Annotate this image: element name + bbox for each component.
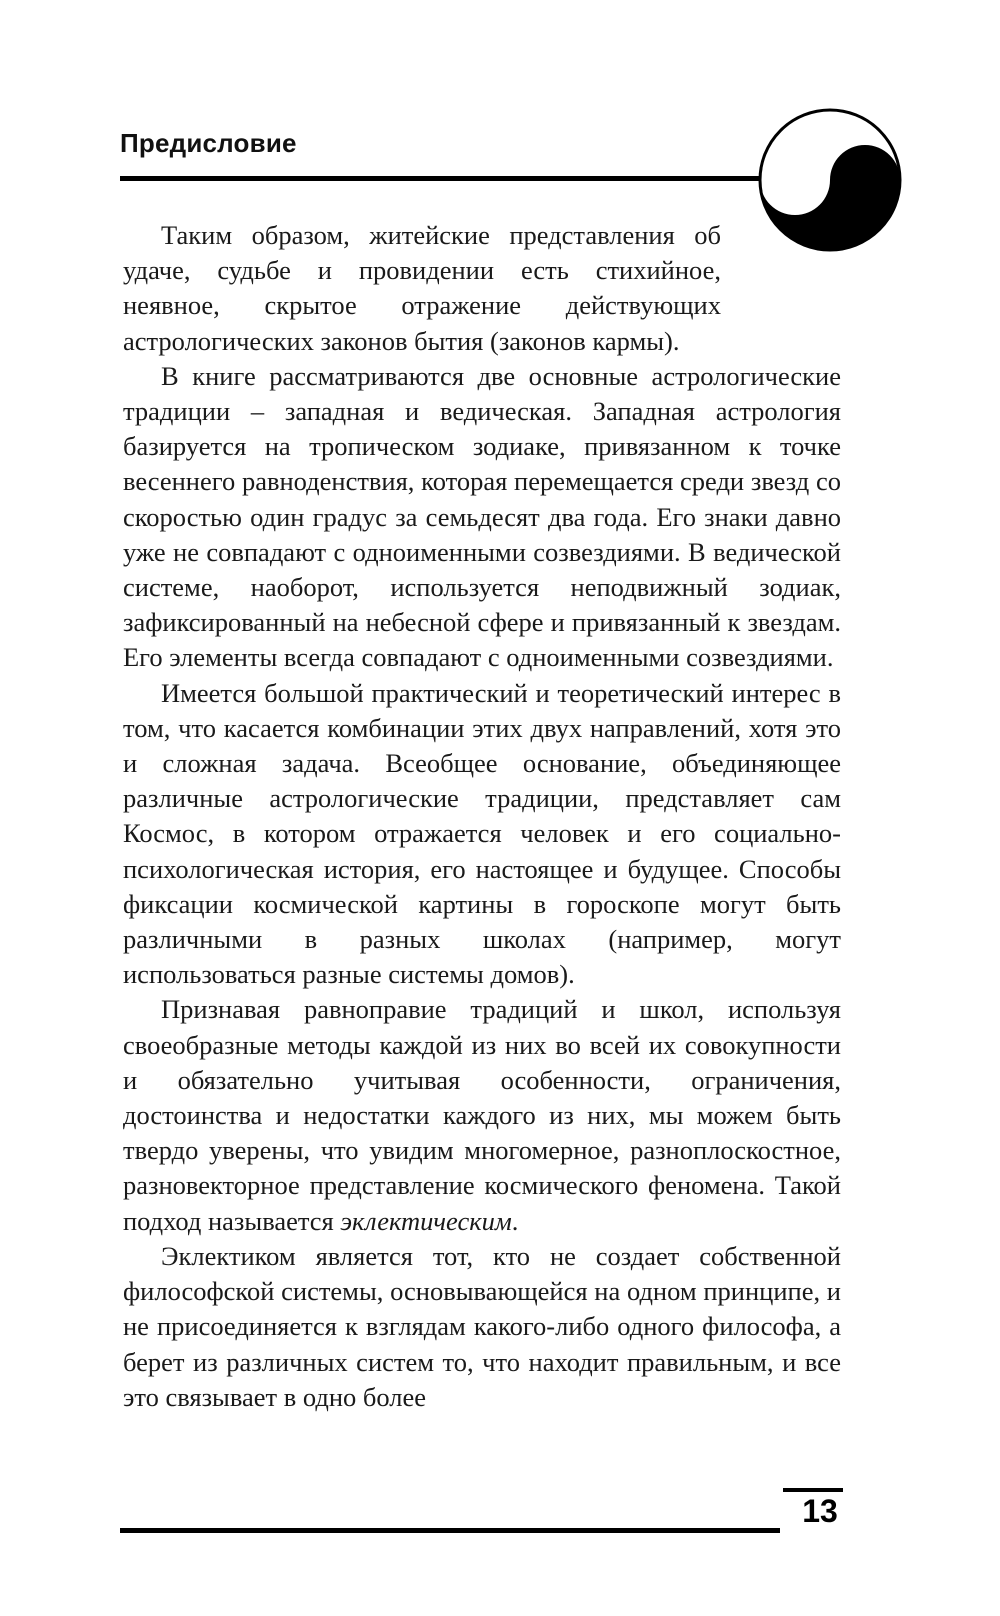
paragraph: В книге рассматриваются две основные астрологические традиции – западная и ведическая. Западная астрология базируется на тропическом зодиаке, привязанном к точке весеннего равноденствия, которая перемещается среди звезд со скоростью один градус за семьдесят два года. Его знаки давно уже не совпадают с одноименными созвездиями. В ведической системе, наоборот, используется неподвижный зодиак, зафиксированный на небесной сфере и привязанный к звездам. Его элементы всегда совпадают с одноименными созвездиями. — [123, 360, 841, 673]
footer-rule — [120, 1528, 780, 1533]
paragraph-text: Признавая равноправие традиций и школ, используя своеобразные методы каждой из них во всей их совокупности и обязательно учитывая особенности, ограничения, достоинства и недостатки каждого из них, мы можем быть твердо уверены, что увидим многомерное, разноплоскостное, разновекторное представление космического феномена. Такой подход называется — [123, 994, 841, 1236]
paragraph: Таким образом, житейские представления об удаче, судьбе и провидении есть стихийное, неявное, скрытое отражение действующих астрологических законов бытия (законов кармы). — [123, 220, 721, 356]
paragraph-ending: . — [511, 1205, 519, 1236]
paragraph: Имеется большой практический и теоретический интерес в том, что касается комбинации этих двух направлений, хотя это и сложная задача. Всеобщее основание, объединяющее различные астрологические традиции, представляет сам Космос, в котором отражается человек и его социально-психологическая история, его настоящее и будущее. Способы фиксации космической картины в гороскопе могут быть различными в разных школах (например, могут использоваться разные системы домов). — [123, 677, 841, 990]
body-text — [123, 218, 841, 1415]
page-header-title: Предисловие — [120, 128, 297, 158]
page-number: 13 — [802, 1493, 838, 1529]
paragraph: Эклектиком является тот, кто не создает собственной философской системы, основывающейся на одном принципе, и не присоединяется к взглядам какого-либо одного философа, а берет из различных систем то, что находит правильным, и все это связывает в одно более — [123, 1240, 841, 1412]
page-number-rule — [783, 1488, 843, 1492]
paragraph — [123, 992, 841, 1238]
emphasized-term: эклектическим — [340, 1205, 512, 1236]
header-rule — [120, 176, 770, 181]
